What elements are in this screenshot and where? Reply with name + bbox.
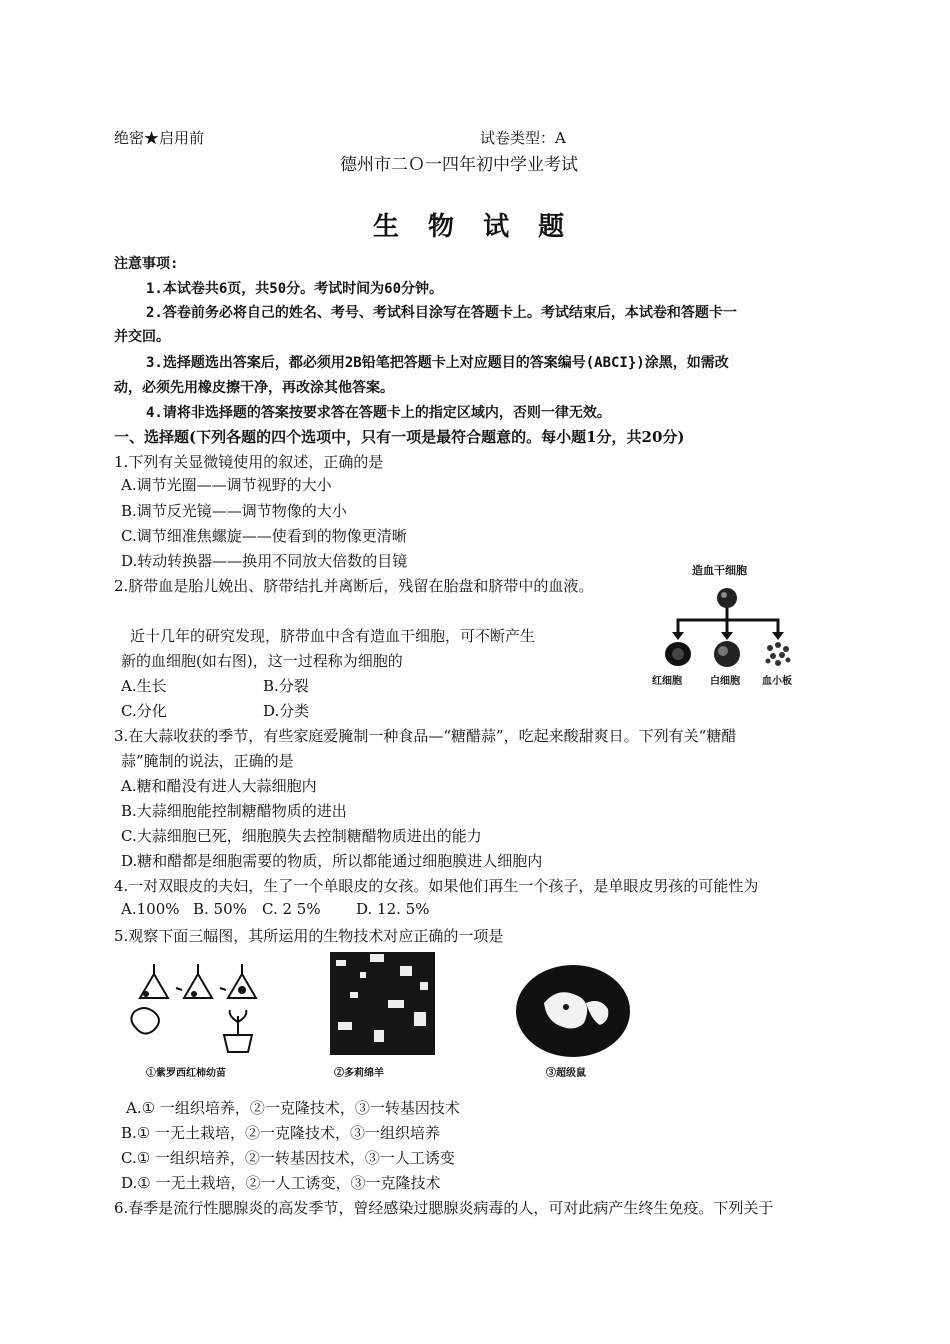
figure-caption: ③超级鼠 xyxy=(546,1068,586,1079)
stem-cell-figure xyxy=(638,556,816,690)
question-stem: 5.观察下面三幅图，其所运用的生物技术对应正确的一项是 xyxy=(114,927,504,945)
flask-illustration xyxy=(124,960,264,1060)
option: D.糖和醋都是细胞需要的物质，所以都能通过细胞膜进人细胞内 xyxy=(121,852,543,870)
option: C. 2 5% xyxy=(262,900,321,918)
figure-label: 红细胞 xyxy=(652,676,682,687)
notice-item: 4.请将非选择题的答案按要求答在答题卡上的指定区域内，否则一律无效。 xyxy=(146,405,611,421)
figure-label: 造血干细胞 xyxy=(692,564,747,577)
option: B.大蒜细胞能控制糖醋物质的进出 xyxy=(121,802,347,820)
question-stem: 6.春季是流行性腮腺炎的高发季节，曾经感染过腮腺炎病毒的人，可对此病产生终生免疫。下列关于 xyxy=(114,1199,774,1217)
option: A.调节光圈——调节视野的大小 xyxy=(121,476,332,494)
option: B.调节反光镜——调节物像的大小 xyxy=(121,502,347,520)
question-stem: 3.在大蒜收获的季节，有些家庭爱腌制一种食品—“糖醋蒜”，吃起来酸甜爽日。下列有关“糖醋 xyxy=(114,727,737,745)
option: D. 12. 5% xyxy=(356,900,430,918)
question-stem: 蒜”腌制的说法，正确的是 xyxy=(121,752,294,770)
super-mouse-photo xyxy=(514,963,632,1059)
notice-item: 并交回。 xyxy=(114,329,170,345)
option: A.糖和醋没有进人大蒜细胞内 xyxy=(121,777,317,795)
mouse-image xyxy=(514,963,632,1059)
option: C.调节细准焦螺旋——使看到的物像更清晰 xyxy=(121,527,407,545)
option: A.生长 xyxy=(121,677,167,695)
exam-name: 德州市二Ｏ一四年初中学业考试 xyxy=(340,155,578,175)
dolly-sheep-photo xyxy=(330,952,435,1055)
option: C.分化 xyxy=(121,702,167,720)
figure-label: 白细胞 xyxy=(710,676,740,687)
option: C.大蒜细胞已死，细胞膜失去控制糖醋物质进出的能力 xyxy=(121,827,482,845)
question-text: 近十几年的研究发现，脐带血中含有造血干细胞，可不断产生 xyxy=(130,627,536,645)
platelet-icon xyxy=(766,642,791,666)
sheep-image xyxy=(330,952,435,1055)
option: A.100% xyxy=(121,900,180,918)
differentiation-diagram xyxy=(638,556,816,690)
notice-heading: 注意事项: xyxy=(114,256,179,272)
paper-type: 试卷类型：A xyxy=(480,129,566,147)
option: C.① 一组织培养，②一转基因技术，③一人工诱变 xyxy=(121,1149,455,1167)
notice-item: 3.选择题选出答案后，都必须用2B铅笔把答题卡上对应题目的答案编号(ABCI})涂黑，如需改 xyxy=(146,355,729,371)
option: A.① 一组织培养，②一克隆技术，③一转基因技术 xyxy=(126,1099,460,1117)
option: D.分类 xyxy=(263,702,310,720)
option: B.① 一无土栽培，②一克隆技术，③一组织培养 xyxy=(121,1124,441,1142)
option: D.① 一无土栽培，②一人工诱变，③一克隆技术 xyxy=(121,1174,441,1192)
figure-caption: ①紫罗西红柿幼苗 xyxy=(146,1068,226,1079)
question-stem: 4.一对双眼皮的夫妇，生了一个单眼皮的女孩。如果他们再生一个孩子，是单眼皮男孩的可能性为 xyxy=(114,877,759,895)
confidential-mark: 绝密★启用前 xyxy=(114,129,205,147)
notice-item: 2.答卷前务必将自己的姓名、考号、考试科目涂写在答题卡上。考试结束后，本试卷和答题卡一 xyxy=(146,305,737,321)
question-text: 新的血细胞(如右图)，这一过程称为细胞的 xyxy=(121,652,403,670)
page-title: 生 物 试 题 xyxy=(373,212,575,242)
tissue-culture-figure xyxy=(124,960,264,1060)
question-stem: 1.下列有关显微镜使用的叙述，正确的是 xyxy=(114,453,384,471)
option: D.转动转换器——换用不同放大倍数的目镜 xyxy=(121,552,408,570)
stem-cell-icon xyxy=(717,588,737,608)
notice-item: 动，必须先用橡皮擦干净，再改涂其他答案。 xyxy=(114,380,394,396)
notice-item: 1.本试卷共6页，共50分。考试时间为60分钟。 xyxy=(146,281,443,297)
option: B.分裂 xyxy=(263,677,309,695)
option: B. 50% xyxy=(193,900,247,918)
figure-label: 血小板 xyxy=(762,676,792,687)
question-stem: 2.脐带血是胎儿娩出、脐带结扎并离断后，残留在胎盘和脐带中的血液。 xyxy=(114,577,594,595)
figure-caption: ②多莉绵羊 xyxy=(334,1068,384,1079)
section-heading: 一、选择题(下列各题的四个选项中，只有一项是最符合题意的。每小题1分，共20分) xyxy=(114,428,685,446)
